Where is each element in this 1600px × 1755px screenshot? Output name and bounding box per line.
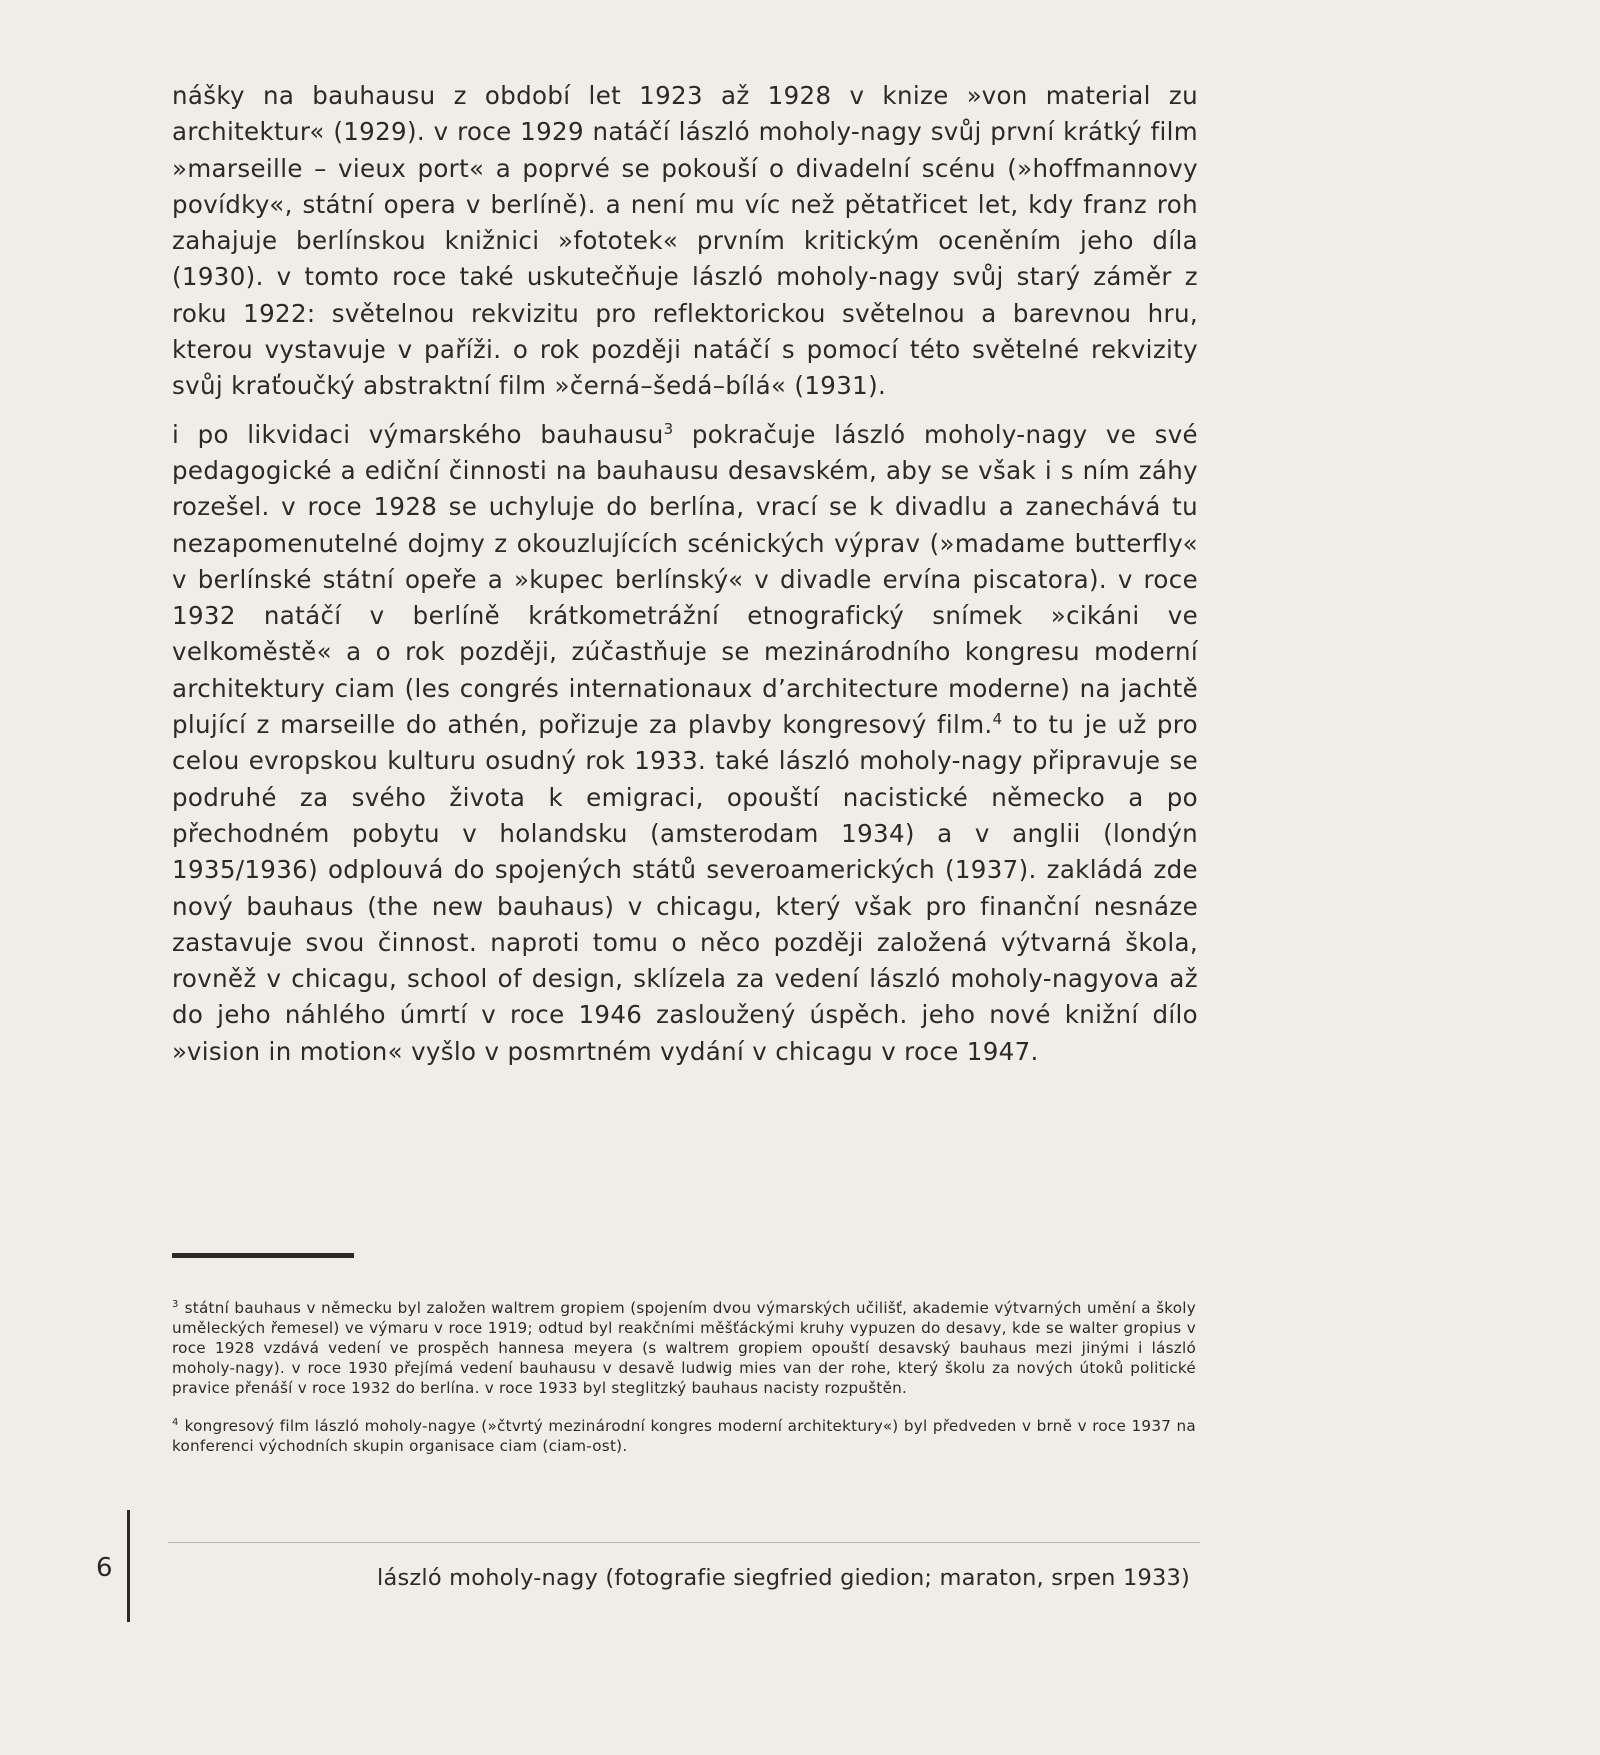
paragraph-2-text-a: i po likvidaci výmarského bauhausu (172, 419, 664, 449)
paragraph-2-text-b: pokračuje lászló moholy-nagy ve své pedagogické a ediční činnosti na bauhausu desavském, aby se však i s ním záhy rozešel. v roce 1928 se uchyluje do berlína, vrací se k divadlu a zanechává tu nezapomenutelné dojmy z okouzlujících scénických výprav (»madame butterfly« v berlínské státní opeře a »kupec berlínský« v divadle ervína piscatora). v roce 1932 natáčí v berlíně krátkometrážní etnografický snímek »cikáni ve velkoměstě« a o rok později, zúčastňuje se mezinárodního kongresu moderní architektury ciam (les congrés internationaux d’architecture moderne) na jachtě plující z marseille do athén, pořizuje za plavby kongresový film. (172, 419, 1198, 740)
footnote-4-text: kongresový film lászló moholy-nagye (»čtvrtý mezinárodní kongres moderní architektury«) byl předveden v brně v roce 1937 na konferenci východních skupin organisace ciam (ciam-ost). (172, 1417, 1196, 1455)
footnote-3 (172, 1295, 1196, 1398)
footnote-3-mark: 3 (172, 1299, 179, 1310)
paragraph-1 (172, 78, 1198, 405)
caption-divider (168, 1542, 1200, 1543)
photo-caption: lászló moholy-nagy (fotografie siegfried giedion; maraton, srpen 1933) (377, 1565, 1190, 1591)
footnote-4 (172, 1413, 1196, 1456)
footnote-ref-4[interactable]: 4 (992, 710, 1003, 729)
footnote-4-mark: 4 (172, 1417, 179, 1428)
margin-vertical-rule (127, 1510, 130, 1622)
footnote-separator-rule (172, 1253, 354, 1258)
page-number: 6 (96, 1553, 113, 1583)
paragraph-2-text-c: to tu je už pro celou evropskou kulturu osudný rok 1933. také lászló moholy-nagy připravuje se podruhé za svého života k emigraci, opouští nacistické německo a po přechodném pobytu v holandsku (amsterodam 1934) a v anglii (londýn 1935/1936) odplouvá do spojených států severoamerických (1937). zakládá zde nový bauhaus (the new bauhaus) v chicagu, který však pro finanční nesnáze zastavuje svou činnost. naproti tomu o něco později založená výtvarná škola, rovněž v chicagu, school of design, sklízela za vedení lászló moholy-nagyova až do jeho náhlého úmrtí v roce 1946 zasloužený úspěch. jeho nové knižní dílo »vision in motion« vyšlo v posmrtném vydání v chicagu v roce 1947. (172, 710, 1198, 1066)
footnote-3-text: státní bauhaus v německu byl založen waltrem gropiem (spojením dvou výmarských učilišť, akademie výtvarných umění a školy uměleckých řemesel) ve výmaru v roce 1919; odtud byl reakčními měšťáckými kruhy vypuzen do desavy, kde se walter gropius v roce 1928 vzdává vedení ve prospěch hannesa meyera (s waltrem gropiem opouští desavský bauhaus mezi jinými i lászló moholy-nagy). v roce 1930 přejímá vedení bauhausu v desavě ludwig mies van der rohe, který školu za nových útoků politické pravice přenáší v roce 1932 do berlína. v roce 1933 byl steglitzký bauhaus nacisty rozpuštěn. (172, 1299, 1196, 1397)
paragraph-2 (172, 417, 1198, 1070)
footnotes (172, 1295, 1196, 1471)
paragraph-1-text: nášky na bauhausu z období let 1923 až 1928 v knize »von material zu architektur« (1929). v roce 1929 natáčí lászló moholy-nagy svůj první krátký film »marseille – vieux port« a poprvé se pokouší o divadelní scénu (»hoffmannovy povídky«, státní opera v berlíně). a není mu víc než pětatřicet let, kdy franz roh zahajuje berlínskou knižnici »fototek« prvním kritickým oceněním jeho díla (1930). v tomto roce také uskutečňuje lászló moholy-nagy svůj starý záměr z roku 1922: světelnou rekvizitu pro reflektorickou světelnou a barevnou hru, kterou vystavuje v paříži. o rok později natáčí s pomocí této světelné rekvizity svůj kraťoučký abstraktní film »černá–šedá–bílá« (1931). (172, 81, 1198, 401)
main-text (172, 78, 1198, 1082)
footnote-ref-3[interactable]: 3 (663, 419, 674, 438)
